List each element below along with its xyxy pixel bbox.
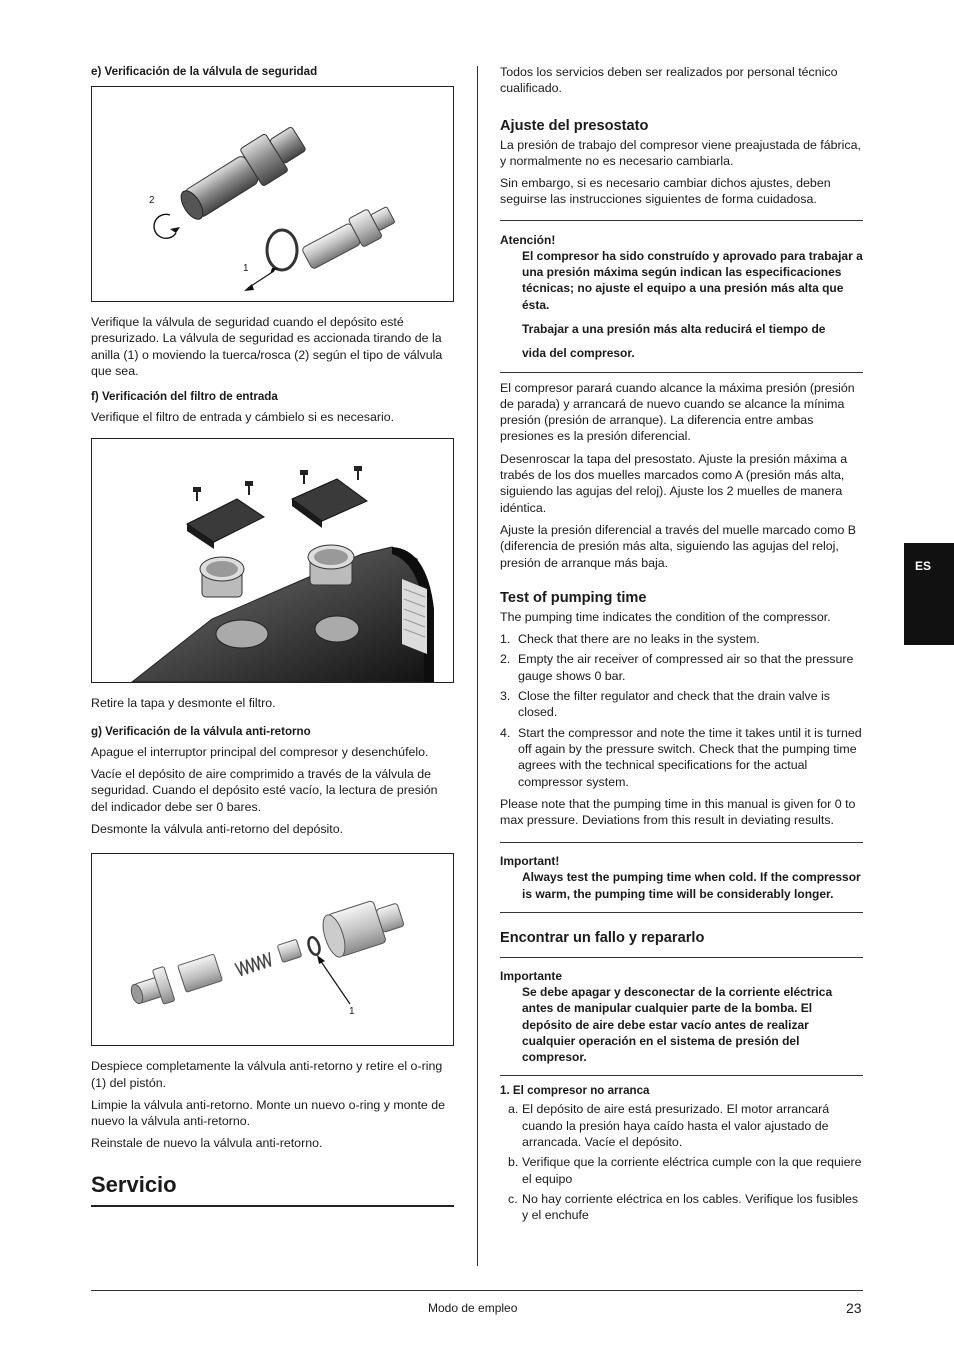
atencion-title: Atención! (500, 232, 556, 247)
inlet-filter-figure (91, 438, 454, 683)
divider (500, 912, 863, 913)
para-g1: Apague el interruptor principal del compresor y desenchúfelo. (91, 744, 429, 759)
language-tab (904, 543, 954, 645)
list-item (500, 631, 863, 647)
item-text: El depósito de aire está presurizado. El motor arrancará cuando la presión haya caído hasta el valor ajustado de arrancada. Vacíe el depósito. (522, 1102, 830, 1150)
atencion-body-2: Trabajar a una presión más alta reducirá el tiempo de (522, 321, 826, 336)
desenroscar-text: Desenroscar la tapa del presostato. Ajuste la presión máxima a trabés de los dos muelles marcados como A (presión más alta, siguiendo las agujas del reloj). Ajuste los 2 muelles de manera idéntica. (500, 451, 848, 515)
para-e: Verifique la válvula de seguridad cuando el depósito esté presurizado. La válvula de seguridad es accionada tirando de la anilla (1) o moviendo la tuerca/rosca (2) según el tipo de válvula que sea. (91, 315, 443, 378)
para-g2: Vacíe el depósito de aire comprimido a través de la válvula de seguridad. Cuando el depósito esté vacío, la lectura de presión del indicador debe ser 0 bares. (91, 767, 438, 814)
step-number: 1. (500, 632, 511, 647)
right-column (500, 64, 863, 1230)
para-g6: Reinstale de nuevo la válvula anti-retorno. (91, 1136, 323, 1151)
item-letter: a. (508, 1102, 519, 1117)
ajuste-p2: Sin embargo, si es necesario cambiar dichos ajustes, deben seguirse las instrucciones siguientes de forma cuidadosa. (500, 176, 831, 207)
fig1-label-1: 1 (243, 263, 249, 274)
list-item (508, 1101, 863, 1150)
check-valve-figure (91, 853, 454, 1046)
ajuste-p1: La presión de trabajo del compresor viene preajustada de fábrica, y normalmente no es necesario cambiarla. (500, 137, 861, 168)
list-item (500, 688, 863, 721)
fig1-label-2: 2 (149, 195, 155, 206)
divider (500, 957, 863, 958)
page-number: 23 (846, 1300, 862, 1316)
step-number: 3. (500, 689, 511, 704)
step-text: Empty the air receiver of compressed air so that the pressure gauge shows 0 bar. (518, 652, 854, 683)
para-g3: Desmonte la válvula anti-retorno del depósito. (91, 821, 344, 836)
atencion-body-1: El compresor ha sido construído y aprovado para trabajar a una presión máxima según indican las especificaciones técnicas; no ajuste el equipo a una presión más alta que ésta. (522, 248, 863, 312)
left-column (91, 64, 454, 1207)
step-text: Start the compressor and note the time it takes until it is turned off again by the pressure switch. Check that the pumping time agrees with the technical specifications for the actual compressor system. (518, 725, 862, 789)
divider (500, 1075, 863, 1076)
test-intro: The pumping time indicates the condition of the compressor. (500, 609, 831, 624)
item-text: No hay corriente eléctrica en los cables. Verifique los fusibles y el enchufe (522, 1191, 859, 1223)
inlet-filter-illustration (92, 439, 453, 682)
atencion-block (500, 232, 863, 362)
step-text: Close the filter regulator and check that the drain valve is closed. (518, 689, 830, 720)
item-text: Verifique que la corriente eléctrica cumple con la que requiere el equipo (522, 1155, 862, 1186)
column-divider (477, 66, 478, 1266)
section-g-heading: g) Verificación de la válvula anti-retorno (91, 724, 311, 738)
safety-valve-figure (91, 86, 454, 302)
para-g5: Limpie la válvula anti-retorno. Monte un nuevo o-ring y monte de nuevo la válvula anti-retorno. (91, 1097, 446, 1129)
fault1-heading: 1. El compresor no arranca (500, 1084, 650, 1098)
para-f2: Retire la tapa y desmonte el filtro. (91, 696, 276, 711)
list-item (500, 651, 863, 684)
fallo-heading: Encontrar un fallo y repararlo (500, 929, 705, 946)
divider (500, 842, 863, 843)
section-e-heading: e) Verificación de la válvula de seguridad (91, 65, 318, 78)
fig3-label-1: 1 (349, 1006, 355, 1018)
step-number: 4. (500, 725, 511, 740)
importante-title: Importante (500, 968, 563, 983)
step-number: 2. (500, 652, 511, 667)
servicio-rule (91, 1205, 454, 1207)
language-tab-label: ES (915, 559, 932, 573)
para-f: Verifique el filtro de entrada y cámbielo si es necesario. (91, 410, 395, 425)
list-item (508, 1154, 863, 1187)
footer-rule (91, 1290, 863, 1291)
atencion-body-3: vida del compresor. (522, 346, 635, 361)
section-f-heading: f) Verificación del filtro de entrada (91, 390, 278, 404)
para-g4: Despiece completamente la válvula anti-retorno y retire el o-ring (1) del pistón. (91, 1059, 443, 1090)
step-text: Check that there are no leaks in the system. (518, 632, 760, 647)
fault-causes-list (508, 1101, 863, 1223)
important-title: Important! (500, 854, 560, 869)
list-item (500, 725, 863, 790)
importante-body: Se debe apagar y desconectar de la corriente eléctrica antes de manipular cualquier parte de la bomba. El depósito de aire debe estar vacío antes de realizar cualquier operación en el sistema de presión del compresor. (522, 984, 833, 1065)
safety-valve-illustration (92, 87, 453, 301)
important-block (500, 853, 863, 902)
list-item (508, 1191, 863, 1224)
divider (500, 220, 863, 221)
check-valve-exploded-illustration (92, 854, 453, 1045)
item-letter: c. (508, 1191, 518, 1206)
test-heading: Test of pumping time (500, 589, 647, 606)
test-steps-list (500, 631, 863, 790)
servicio-heading: Servicio (91, 1171, 177, 1197)
divider (500, 372, 863, 373)
intro-text: Todos los servicios deben ser realizados por personal técnico cualificado. (500, 65, 838, 96)
parada-text: El compresor parará cuando alcance la máxima presión (presión de parada) y arrancará de nuevo cuando se alcance la mínima presión (presión de arranque). La diferencia entre ambas presiones es la presión diferencial. (500, 380, 855, 444)
importante-block (500, 968, 863, 1065)
item-letter: b. (508, 1155, 519, 1170)
footer-text: Modo de empleo (428, 1301, 518, 1315)
ajuste-heading: Ajuste del presostato (500, 117, 649, 134)
important-body: Always test the pumping time when cold. If the compressor is warm, the pumping time will be considerably longer. (522, 870, 861, 901)
diferencial-text: Ajuste la presión diferencial a través del muelle marcado como B (diferencia de presión más alta, siguiendo las agujas del reloj, presión de arranque más baja. (500, 522, 857, 570)
test-note: Please note that the pumping time in this manual is given for 0 to max pressure. Deviations from this result in deviating results. (500, 796, 856, 828)
